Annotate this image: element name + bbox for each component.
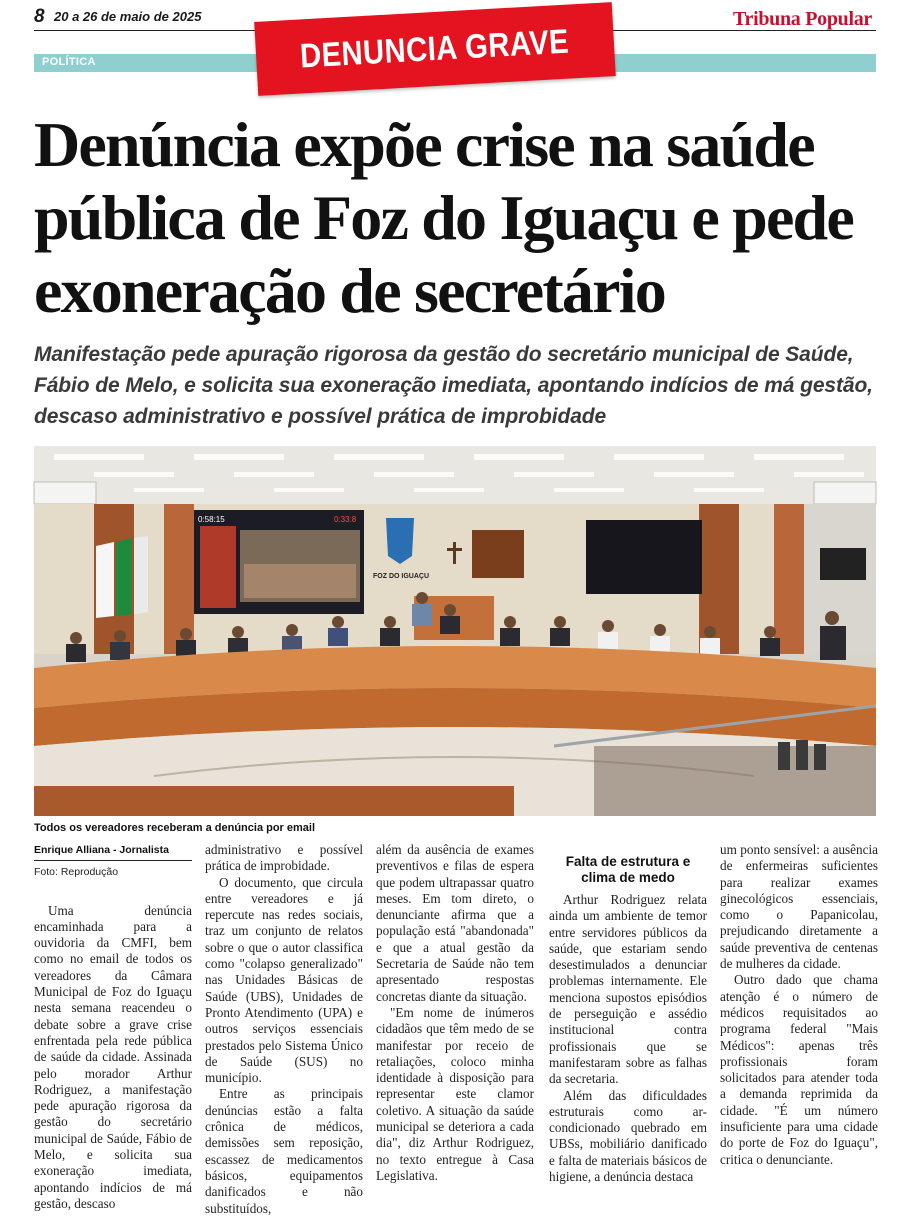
thermos	[814, 744, 826, 770]
byline-author: Enrique Alliana - Jornalista	[34, 842, 192, 861]
paragraph: Além das dificuldades estruturais como ar-condicionado quebrado em UBSs, mobiliário danificado e falta de materiais básicos de higiene, a denúncia destaca	[549, 1087, 707, 1185]
voting-panel	[200, 526, 236, 608]
paragraph: "Em nome de inúmeros cidadãos que têm medo de se manifestar por receio de retaliações, coloco minha identidade à disposição para representar este clamor coletivo. A situação da saúde municipal se deteriora a cada dia", diz Arthur Rodriguez, no texto entregue à Casa Legislativa.	[376, 1004, 534, 1183]
wall-tv	[820, 548, 866, 580]
foreground-rail	[34, 786, 514, 816]
right-screen	[586, 520, 702, 594]
article-column-4	[549, 842, 707, 1185]
paragraph: um ponto sensível: a ausência de enfermeiras suficientes para realizar exames ginecológicos essenciais, como o Papanicolau, prejudicando diretamente a saúde preventiva de centenas de mulheres da cidade.	[720, 842, 878, 972]
paragraph: administrativo e possível prática de improbidade.	[205, 842, 363, 874]
byline-photo-credit: Foto: Reprodução	[34, 866, 119, 879]
issue-date: 20 a 26 de maio de 2025	[54, 9, 202, 24]
deck-subtitle: Manifestação pede apuração rigorosa da gestão do secretário municipal de Saúde, Fábio de Melo, e solicita sua exoneração imediata, apontando indícios de má gestão, descaso administrativo e possível prática de improbidade	[34, 343, 873, 428]
flag-brazil	[116, 538, 132, 616]
article-column-1	[34, 842, 192, 1212]
flag-white	[96, 542, 114, 618]
article-column-2	[205, 842, 363, 1217]
air-conditioner-left	[34, 482, 96, 504]
chamber-photo	[34, 446, 876, 816]
headline: Denúncia expõe crise na saúde pública de Foz do Iguaçu e pede exoneração de secretário	[34, 109, 853, 326]
subheading: Falta de estrutura e clima de medo	[565, 854, 691, 885]
cross	[453, 542, 456, 564]
paragraph: Entre as principais denúncias estão a falta crônica de médicos, demissões sem reposição, escassez de medicamentos básicos, equipamentos danificados e não substituídos,	[205, 1086, 363, 1216]
section-label: POLÍTICA	[42, 56, 96, 68]
newspaper-brand: Tribuna Popular	[732, 8, 872, 30]
alert-stamp-text: DENUNCIA GRAVE	[299, 22, 571, 75]
flag-city	[134, 536, 148, 614]
article-column-3	[376, 842, 534, 1184]
foreground-chairs	[594, 746, 876, 816]
photo-caption: Todos os vereadores receberam a denúncia por email	[34, 822, 316, 834]
paragraph: Outro dado que chama atenção é o número de médicos requisitados ao programa federal "Mais Médicos": apenas três profissionais foram solicitados para atender toda a demanda reprimida da cidade. "É um número insuficiente para uma cidade do porte de Foz do Iguaçu", critica o denunciante.	[720, 972, 878, 1167]
paragraph: além da ausência de exames preventivos e filas de espera que podem ultrapassar quatro meses. Em tom direto, o denunciante afirma que a população está "abandonada" e que a atual gestão da Secretaria de Saúde não tem apresentado respostas concretas diante da situação.	[376, 842, 534, 1004]
city-crest	[386, 518, 414, 564]
crest-label: FOZ DO IGUAÇU	[373, 573, 429, 580]
page-number: 8	[34, 6, 45, 27]
thermos	[778, 742, 790, 770]
screen-clock: 0:58:15	[198, 515, 225, 524]
thermos	[796, 740, 808, 770]
paragraph: Uma denúncia encaminhada para a ouvidoria da CMFI, bem como no email de todos os vereadores da Câmara Municipal de Foz do Iguaçu nesta semana reacendeu o debate sobre a grave crise enfrentada pela rede pública de saúde da cidade. Assinada pelo morador Arthur Rodriguez, a manifestação pede apuração rigorosa da gestão do secretário municipal de Saúde, Fábio de Melo, e solicita sua exoneração imediata, apontando indícios de má gestão, descaso	[34, 902, 192, 1211]
chamber-illustration	[34, 446, 876, 816]
air-conditioner-right	[814, 482, 876, 504]
wood-pillar	[774, 504, 804, 654]
wall-emblem	[472, 530, 524, 578]
paragraph: O documento, que circula entre vereadores e já repercute nas redes sociais, traz um conjunto de relatos sobre o que o autor classifica como "colapso generalizado" nas Unidades Básicas de Saúde (UBS), Unidades de Pronto Atendimento (UPA) e outros serviços essenciais prestados pelo Sistema Único de Saúde (SUS) no município.	[205, 874, 363, 1086]
paragraph: Arthur Rodriguez relata ainda um ambiente de temor entre servidores públicos da saúde, que estariam sendo desestimulados a denunciar problemas internamente. Ele menciona supostos episódios de perseguição e assédio institucional contra profissionais que se manifestaram sobre as falhas da secretaria.	[549, 892, 707, 1087]
article-column-5	[720, 842, 878, 1168]
screen-timer: 0:33:8	[334, 515, 357, 524]
